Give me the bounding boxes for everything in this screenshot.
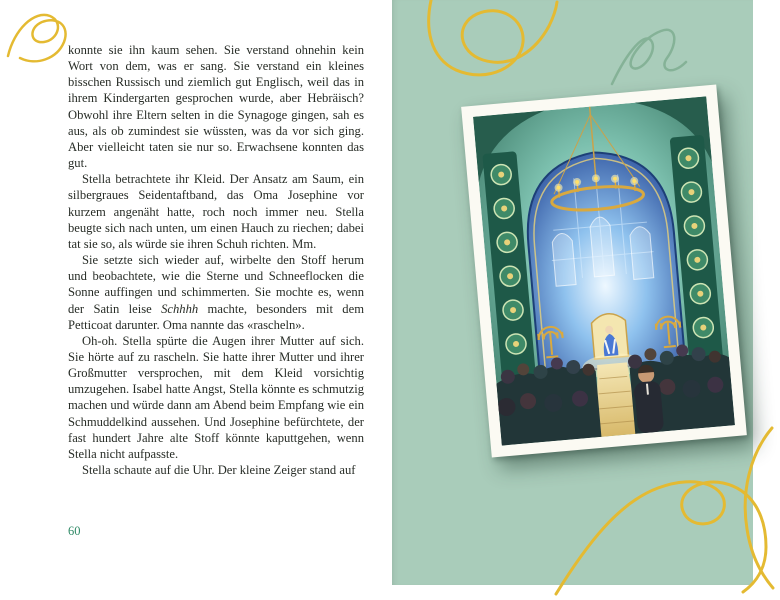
paragraph: Oh-oh. Stella spürte die Augen ihrer Mutter auf sich. Sie hörte auf zu rascheln. Sie hatte ihrer Mutter und ihrer Großmutter versprochen, mit dem Kleid vorsichtig umzugehen. Isabel hatte Angst, Stella könnte es schmutzig machen und würde dann am Abend beim Empfang wie ein Schmuddelkind aussehen. Und Josephine befürchtete, der fast hundert Jahre alte Stoff könnte kaputtgehen, wenn Stella nicht aufpasste. xyxy=(68,333,364,461)
paragraph: Stella betrachtete ihr Kleid. Der Ansatz am Saum, ein silbergraues Seidentaftband, das Oma Josephine vor kurzem angenäht hatte, roch noch immer neu. Stella beugte sich nach unten, um einen Hauch zu riechen; dabei tat sie so, als würde sie ihren Schuh richten. Mm. xyxy=(68,172,364,251)
italic-word: Schhhh xyxy=(161,301,199,316)
paragraph xyxy=(68,252,364,333)
paragraph-text: machte, besonders mit dem Petticoat darunter. Oma nannte das «rascheln». xyxy=(68,301,364,332)
page-number: 60 xyxy=(68,524,81,538)
photo-card-frame xyxy=(461,85,747,458)
body-text xyxy=(68,42,364,478)
paragraph: Stella schaute auf die Uhr. Der kleine Zeiger stand auf xyxy=(82,463,356,478)
paragraph: konnte sie ihn kaum sehen. Sie verstand ohnehin kein Wort von dem, was er sang. Sie verstand ein kleines bisschen Russisch und ziemlich gut Englisch, weil das in ihrem Kindergarten gesprochen wurde, aber Hebräisch? Obwohl ihre Eltern selten in die Synagoge gingen, sah es aus, als ob zumindest sie wüssten, was da vor sich ging. Aber vielleicht taten sie nur so. Erwachsene konnten das gut. xyxy=(68,43,364,171)
left-page xyxy=(0,0,392,585)
paragraph-text: Sie setzte sich wieder auf, wirbelte den Stoff herum und beobachtete, wie die Sterne und Schneeflocken die Sonne auffingen und schimmerten. Sie mochte es, wenn der Satin leise xyxy=(68,253,364,316)
synagogue-interior-illustration xyxy=(473,96,735,445)
